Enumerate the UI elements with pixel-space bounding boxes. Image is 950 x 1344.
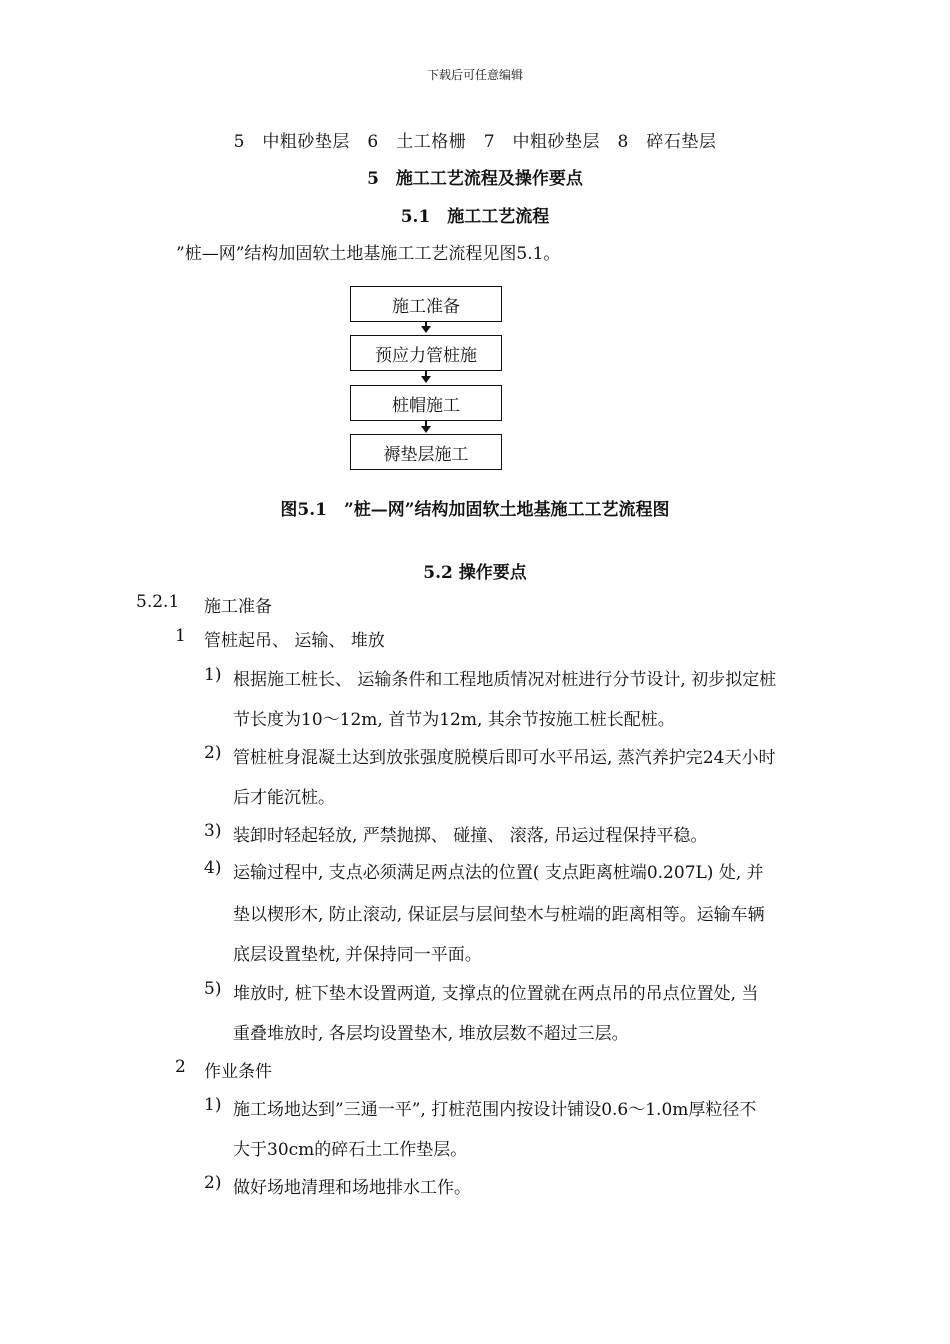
section-5-heading: 5 施工工艺流程及操作要点: [367, 169, 583, 189]
list-item-number: 4): [204, 858, 222, 878]
list-item-line: 大于30cm的碎石土工作垫层。: [233, 1140, 468, 1160]
list-item-number: 1): [204, 1095, 222, 1115]
list-item-number: 3): [204, 821, 222, 841]
arrow-down-icon: [421, 326, 431, 333]
figure-legend-line: 5 中粗砂垫层 6 土工格栅 7 中粗砂垫层 8 碎石垫层: [233, 132, 717, 152]
list-item-line: 后才能沉桩。: [233, 788, 335, 808]
item-number: 1: [175, 626, 186, 646]
list-item-line: 施工场地达到”三通一平”, 打桩范围内按设计铺设0.6～1.0m厚粒径不: [233, 1100, 757, 1120]
arrow-down-icon: [421, 426, 431, 433]
section-5-2-heading: 5.2 操作要点: [423, 563, 527, 583]
list-item-line: 节长度为10～12m, 首节为12m, 其余节按施工桩长配桩。: [233, 710, 675, 730]
list-item-line: 堆放时, 桩下垫木设置两道, 支撑点的位置就在两点吊的吊点位置处, 当: [233, 984, 759, 1004]
flow-step-3: 桩帽施工: [350, 385, 502, 421]
subsection-title: 施工准备: [204, 597, 272, 617]
arrow-down-icon: [421, 376, 431, 383]
list-item-line: 做好场地清理和场地排水工作。: [233, 1178, 471, 1198]
list-item-line: 管桩桩身混凝土达到放张强度脱模后即可水平吊运, 蒸汽养护完24天小时: [233, 748, 776, 768]
flow-step-4: 褥垫层施工: [350, 434, 502, 470]
list-item-number: 1): [204, 665, 222, 685]
list-item-number: 2): [204, 1173, 222, 1193]
list-item-line: 装卸时轻起轻放, 严禁抛掷、 碰撞、 滚落, 吊运过程保持平稳。: [233, 826, 708, 846]
list-item-line: 重叠堆放时, 各层均设置垫木, 堆放层数不超过三层。: [233, 1024, 629, 1044]
figure-caption: 图5.1 ”桩—网”结构加固软土地基施工工艺流程图: [280, 500, 670, 520]
list-item-number: 5): [204, 979, 222, 999]
section-5-1-heading: 5.1 施工工艺流程: [400, 207, 550, 227]
flow-step-1: 施工准备: [350, 286, 502, 322]
item-title: 管桩起吊、 运输、 堆放: [204, 631, 385, 651]
intro-paragraph: ”桩—网”结构加固软土地基施工工艺流程见图5.1。: [176, 244, 561, 264]
list-item-number: 2): [204, 743, 222, 763]
page-header: 下载后可任意编辑: [426, 68, 523, 82]
list-item-line: 底层设置垫枕, 并保持同一平面。: [233, 945, 482, 965]
item-number: 2: [175, 1057, 186, 1077]
list-item-line: 运输过程中, 支点必须满足两点法的位置( 支点距离桩端0.207L) 处, 并: [233, 863, 764, 883]
item-title: 作业条件: [204, 1062, 272, 1082]
flow-step-2: 预应力管桩施: [350, 335, 502, 371]
list-item-line: 根据施工桩长、 运输条件和工程地质情况对桩进行分节设计, 初步拟定桩: [233, 670, 777, 690]
subsection-number: 5.2.1: [136, 592, 180, 612]
list-item-line: 垫以楔形木, 防止滚动, 保证层与层间垫木与桩端的距离相等。运输车辆: [233, 905, 765, 925]
